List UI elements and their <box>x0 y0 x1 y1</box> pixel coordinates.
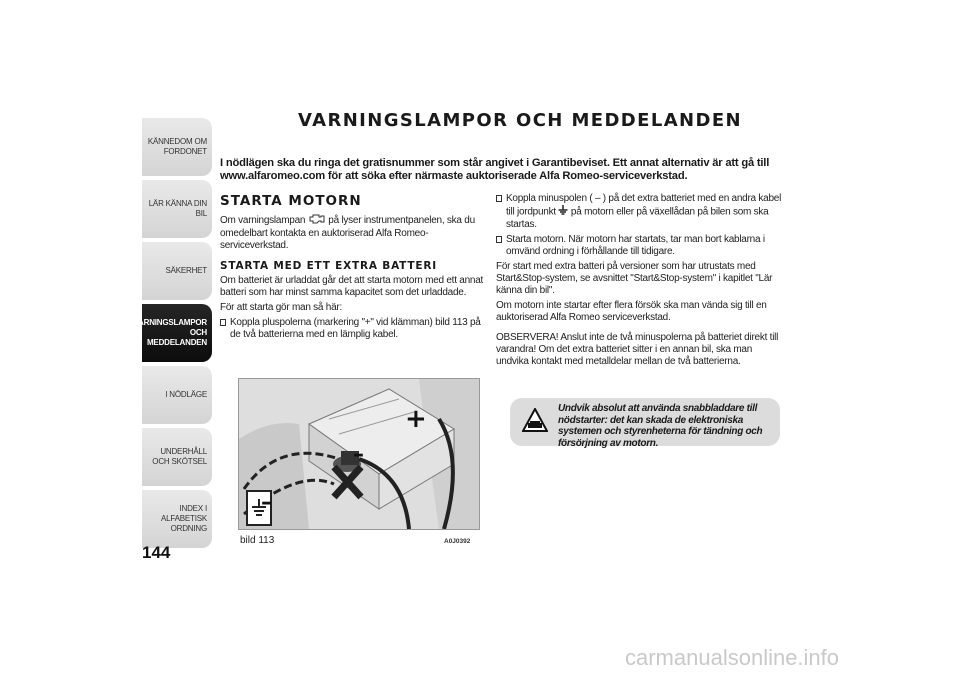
tab-kannedom-om-fordonet[interactable] <box>142 118 212 176</box>
bullet-text: Starta motorn. När motorn har startats, tar man bort kablarna i omvänd ordning i förhållande till tidigare. <box>506 234 765 257</box>
watermark: carmanualsonline.info <box>625 645 840 670</box>
tab-sakerhet[interactable] <box>142 242 212 300</box>
subsection-title: STARTA MED ETT EXTRA BATTERI <box>220 260 437 272</box>
paragraph-observera: OBSERVERA! Anslut inte de två minuspolerna på batteriet direkt till varandra! Om det extra batteriet sitter i en annan bil, ska man undvika kontakt med metalldelar mellan de två batterierna. <box>496 332 779 367</box>
tab-label: I NÖDLÄGE <box>165 390 207 399</box>
paragraph-start-stop: För start med extra batteri på versioner som har utrustats med Start&Stop-system, se avsnittet "Start&Stop-system" i kapitlet "Lär känna din bil". <box>496 261 773 296</box>
bullet-item <box>220 317 490 341</box>
tab-lar-kanna-din-bil[interactable] <box>142 180 212 238</box>
figure-code: A0J0392 <box>444 538 471 545</box>
tab-i-nodlage[interactable] <box>142 366 212 424</box>
section-paragraph <box>220 213 490 252</box>
plus-label: + <box>405 404 427 434</box>
checkbox-bullet-icon <box>496 236 502 243</box>
page-title: VARNINGSLAMPOR OCH MEDDELANDEN <box>298 110 742 131</box>
intro-line-1: I nödlägen ska du ringa det gratisnummer som står angivet i Garantibeviset. Ett annat alternativ är att gå till <box>220 157 770 169</box>
bullet-text-after-icon: på motorn eller på växellådan på bilen som ska startas. <box>506 206 769 230</box>
tab-label: INDEX I ALFABETISK ORDNING <box>160 504 207 533</box>
checkbox-bullet-icon <box>220 319 226 326</box>
tab-label: VARNINGSLAMPOR OCH MEDDELANDEN <box>133 318 207 347</box>
battery-figure <box>238 378 480 530</box>
bullet-text: Koppla pluspolerna (markering "+" vid klämman) bild 113 på de två batterierna med en lämplig kabel. <box>230 317 481 340</box>
bullet-item <box>496 193 786 231</box>
bullet-text-before-icon: Koppla minuspolen ( – ) på det extra batteriet med en andra kabel till jordpunkt <box>506 193 782 218</box>
checkbox-bullet-icon <box>496 195 502 202</box>
paragraph-service: Om motorn inte startar efter flera försök ska man vända sig till en auktoriserad Alfa Romeo serviceverkstad. <box>496 300 767 323</box>
section-title: STARTA MOTORN <box>220 193 362 209</box>
subsection-paragraph-2: För att starta gör man så här: <box>220 302 342 313</box>
right-column <box>496 193 786 371</box>
tab-label: KÄNNEDOM OM FORDONET <box>147 137 207 156</box>
subsection-paragraph-1: Om batteriet är urladdat går det att starta motorn med ett annat batteri som har minst samma kapacitet som det urladdade. <box>220 275 484 298</box>
section-text-after-icon: på lyser instrumentpanelen, ska du omedelbart kontakta en auktoriserad Alfa Romeo-serviceverkstad. <box>220 215 475 251</box>
battery-illustration <box>239 379 479 529</box>
tab-label: SÄKERHET <box>165 266 207 275</box>
tab-label: UNDERHÅLL OCH SKÖTSEL <box>152 447 207 466</box>
section-text-before-icon: Om varningslampan <box>220 215 306 227</box>
tab-label: LÄR KÄNNA DIN BIL <box>148 199 207 218</box>
page-number: 144 <box>142 543 171 562</box>
intro-text <box>220 157 790 183</box>
tab-underhall-och-skotsel[interactable] <box>142 428 212 486</box>
minus-label-top: – <box>353 442 364 467</box>
engine-warning-icon <box>308 213 326 228</box>
left-column <box>220 193 490 344</box>
warning-text: Undvik absolut att använda snabbladdare till nödstarter: det kan skada de elektroniska systemen och styrenheterna för tändning och försörjning av motorn. <box>558 403 763 449</box>
bullet-item <box>496 234 786 258</box>
tab-varningslampor[interactable] <box>133 304 212 362</box>
intro-line-2: www.alfaromeo.com för att söka efter närmaste auktoriserade Alfa Romeo-serviceverkstad. <box>220 170 688 182</box>
minus-label-bottom: – <box>261 490 272 515</box>
figure-caption: bild 113 <box>240 535 275 546</box>
ground-icon <box>558 205 568 219</box>
chapter-tabs <box>133 118 212 552</box>
warning-box <box>510 398 780 449</box>
tab-index[interactable] <box>142 490 212 548</box>
warning-icon <box>522 408 548 437</box>
